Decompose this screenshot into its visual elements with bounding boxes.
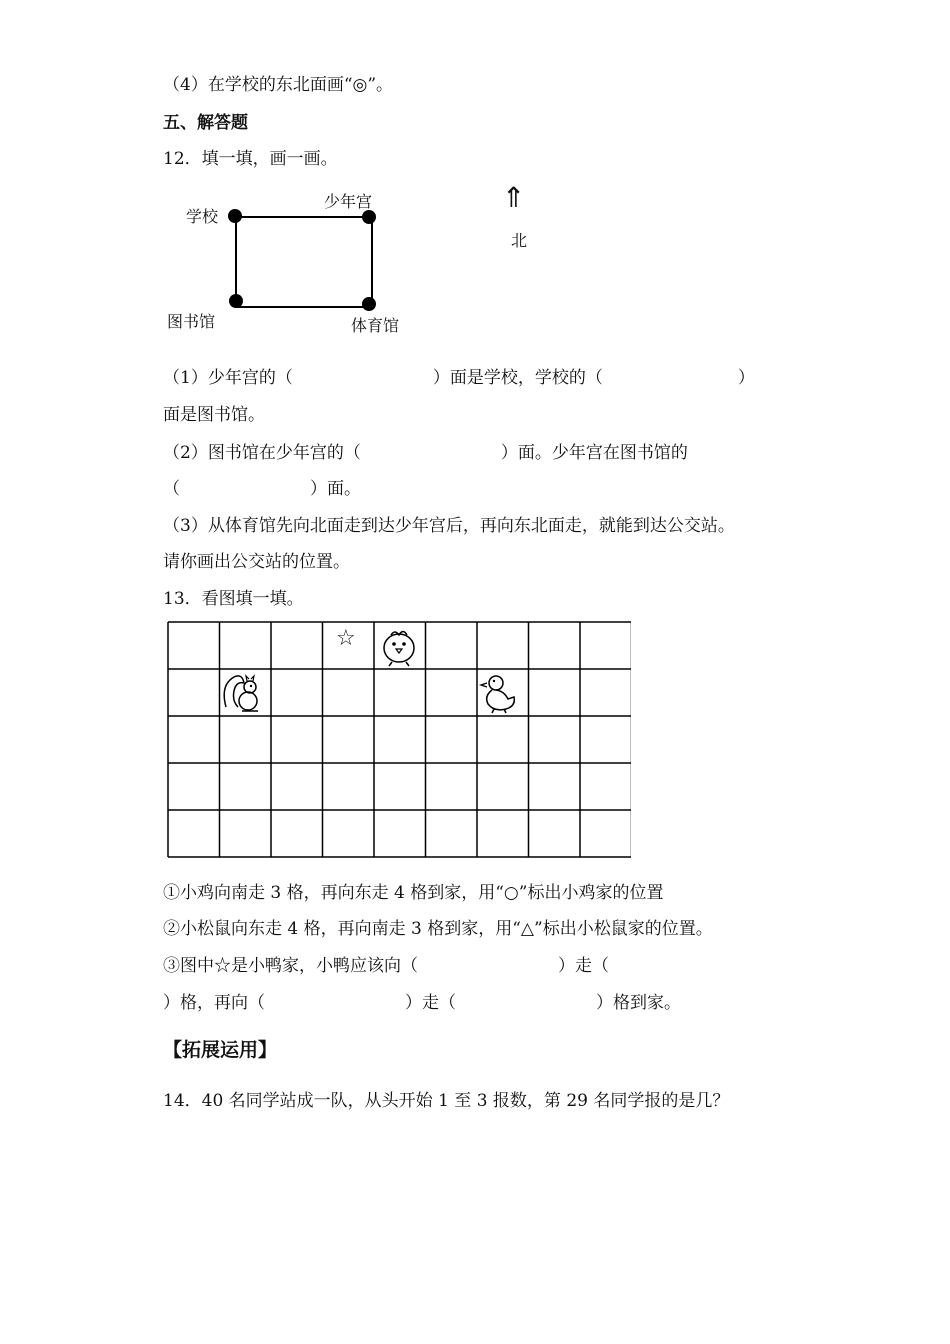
q13-3-part-c: ）格，再向（ xyxy=(163,993,265,1013)
gym-dot xyxy=(362,297,376,311)
q13-3-part-b: ）走（ xyxy=(558,956,609,976)
school-label: 学校 xyxy=(186,207,219,226)
question-12-2-line xyxy=(163,441,688,465)
question-13-3-line-2 xyxy=(163,991,681,1015)
library-label: 图书馆 xyxy=(167,312,216,331)
north-arrow-icon: ⇑ xyxy=(502,181,526,214)
q13-3-part-d: ）走（ xyxy=(405,993,456,1013)
question-13-2: ②小松鼠向东走 4 格，再向南走 3 格到家，用“△”标出小松鼠家的位置。 xyxy=(163,919,713,939)
question-14: 14．40 名同学站成一队，从头开始 1 至 3 报数，第 29 名同学报的是几？ xyxy=(163,1091,730,1111)
youth-palace-dot xyxy=(362,210,376,224)
question-12-1-line xyxy=(163,366,755,390)
q13-3-part-a: ③图中☆是小鸭家，小鸭应该向（ xyxy=(163,956,418,976)
question-13-title: 13．看图填一填。 xyxy=(163,589,304,609)
youth-palace-label: 少年宫 xyxy=(324,192,373,211)
school-dot xyxy=(228,209,242,223)
question-12-3-line-2: 请你画出公交站的位置。 xyxy=(163,552,350,572)
question-12-2-line-2 xyxy=(163,477,361,501)
gym-label: 体育馆 xyxy=(351,316,400,335)
q12-1-part-a: （1）少年宫的（ xyxy=(163,368,293,388)
question-13-3-line xyxy=(163,954,609,978)
q12-1-part-c: ） xyxy=(737,368,755,388)
q13-3-part-e: ）格到家。 xyxy=(596,993,681,1013)
library-dot xyxy=(229,294,243,308)
question-12-1-line-2: 面是图书馆。 xyxy=(163,405,265,425)
q12-2-part-a: （2）图书馆在少年宫的（ xyxy=(163,443,361,463)
animal-grid xyxy=(167,621,631,864)
extension-title: 【拓展运用】 xyxy=(163,1039,278,1061)
q12-2-part-d: ）面。 xyxy=(310,479,361,499)
duck-home-star-icon: ☆ xyxy=(336,626,356,651)
q12-2-part-b: ）面。少年宫在图书馆的 xyxy=(500,443,688,463)
question-4-text: （4）在学校的东北面画“◎”。 xyxy=(163,75,394,95)
q12-1-part-b: ）面是学校，学校的（ xyxy=(432,368,603,388)
question-13-1: ①小鸡向南走 3 格，再向东走 4 格到家，用“○”标出小鸡家的位置 xyxy=(163,883,664,903)
squirrel-icon xyxy=(220,671,264,715)
section-5-title: 五、解答题 xyxy=(163,113,248,133)
q12-2-part-c: （ xyxy=(163,479,180,499)
map-rectangle xyxy=(235,216,373,308)
north-label: 北 xyxy=(511,231,528,250)
chick-icon xyxy=(377,624,421,668)
duck-icon xyxy=(478,671,522,715)
question-12-title: 12．填一填，画一画。 xyxy=(163,149,338,169)
question-12-3-line: （3）从体育馆先向北面走到达少年宫后，再向东北面走，就能到达公交站。 xyxy=(163,516,735,536)
